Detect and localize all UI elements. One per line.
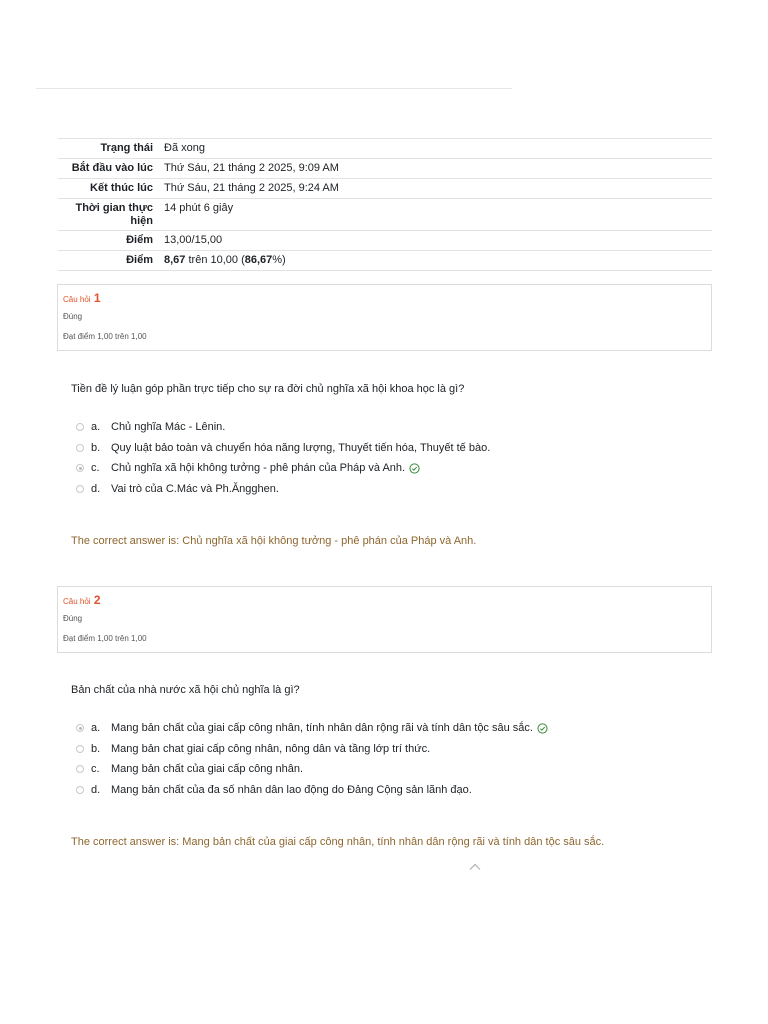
summary-value: Thứ Sáu, 21 tháng 2 2025, 9:09 AM xyxy=(164,162,339,174)
question-1-text: Tiền đề lý luận góp phần trực tiếp cho sự ra đời chủ nghĩa xã hội khoa học là gì? xyxy=(71,383,465,395)
answer-letter: b. xyxy=(91,742,101,755)
radio-button xyxy=(76,745,84,753)
summary-label: Bắt đầu vào lúc xyxy=(71,162,153,174)
question-2-feedback: The correct answer is: Mang bản chất của giai cấp công nhân, tính nhân dân rộng rãi và tính dân tộc sâu sắc. xyxy=(71,836,605,848)
answer-text: Mang bản chất của đa số nhân dân lao động do Đảng Cộng sản lãnh đạo. xyxy=(111,783,472,796)
answer-letter: a. xyxy=(91,421,101,434)
top-divider xyxy=(36,88,512,89)
summary-label: Trạng thái xyxy=(100,142,153,154)
radio-button-checked xyxy=(76,464,84,472)
answer-text: Mang bản chất của giai cấp công nhân. xyxy=(111,763,304,776)
summary-value: 14 phút 6 giây xyxy=(164,202,234,214)
summary-value xyxy=(164,251,712,270)
answer-letter: b. xyxy=(91,441,101,454)
grade-score: 8,67 xyxy=(164,254,186,266)
summary-row-duration xyxy=(58,198,712,230)
radio-button xyxy=(76,423,84,431)
grade-suffix: %) xyxy=(272,254,286,266)
summary-label: Điểm xyxy=(126,234,153,246)
answer-letter: d. xyxy=(91,783,101,796)
answer-option xyxy=(76,417,490,438)
chevron-up-icon[interactable] xyxy=(469,863,481,871)
summary-value: Thứ Sáu, 21 tháng 2 2025, 9:24 AM xyxy=(164,182,339,194)
answer-option xyxy=(76,759,548,780)
answer-option-selected xyxy=(76,458,490,479)
answer-option xyxy=(76,479,490,500)
answer-text: Chủ nghĩa xã hội không tưởng - phê phán của Pháp và Anh. xyxy=(111,462,406,475)
question-prefix: Câu hỏi xyxy=(63,295,91,304)
question-number-value: 2 xyxy=(93,593,101,607)
answer-letter: c. xyxy=(91,462,100,475)
summary-row-grade xyxy=(58,250,712,271)
question-grade: Đạt điểm 1,00 trên 1,00 xyxy=(63,634,147,643)
answer-option xyxy=(76,438,490,459)
question-2-info xyxy=(57,586,712,653)
radio-button xyxy=(76,485,84,493)
summary-value: Đã xong xyxy=(164,142,205,154)
question-1-answers xyxy=(76,417,490,499)
summary-label: Điểm xyxy=(126,254,153,266)
summary-row-status xyxy=(58,138,712,158)
answer-text: Quy luật bảo toàn và chuyển hóa năng lượng, Thuyết tiến hóa, Thuyết tế bào. xyxy=(111,441,491,454)
summary-row-started xyxy=(58,158,712,178)
answer-text: Chủ nghĩa Mác - Lênin. xyxy=(111,421,226,434)
answer-letter: c. xyxy=(91,763,100,776)
question-1-feedback: The correct answer is: Chủ nghĩa xã hội không tưởng - phê phán của Pháp và Anh. xyxy=(71,535,477,547)
check-circle-icon xyxy=(537,723,548,734)
question-number xyxy=(63,291,101,305)
summary-row-marks xyxy=(58,230,712,250)
summary-row-completed xyxy=(58,178,712,198)
check-circle-icon xyxy=(409,463,420,474)
answer-text: Mang bản chất của giai cấp công nhân, tính nhân dân rộng rãi và tính dân tộc sâu sắc. xyxy=(111,722,533,735)
quiz-summary-table xyxy=(58,138,712,271)
radio-button xyxy=(76,765,84,773)
answer-letter: a. xyxy=(91,722,101,735)
grade-percent: 86,67 xyxy=(244,254,273,266)
question-1-info xyxy=(57,284,712,351)
question-number xyxy=(63,593,101,607)
summary-label: Thời gian thực hiện xyxy=(75,202,153,227)
answer-text: Vai trò của C.Mác và Ph.Ăngghen. xyxy=(111,482,279,495)
answer-option-selected xyxy=(76,718,548,739)
answer-letter: d. xyxy=(91,482,101,495)
summary-value: 13,00/15,00 xyxy=(164,234,223,246)
question-state: Đúng xyxy=(63,312,83,321)
answer-option xyxy=(76,739,548,760)
radio-button-checked xyxy=(76,724,84,732)
question-prefix: Câu hỏi xyxy=(63,597,91,606)
grade-out-of: trên 10,00 ( xyxy=(185,254,245,266)
summary-label: Kết thúc lúc xyxy=(90,182,153,194)
question-number-value: 1 xyxy=(93,291,101,305)
answer-option xyxy=(76,780,548,801)
answer-text: Mang bản chat giai cấp công nhân, nông dân và tầng lớp trí thức. xyxy=(111,742,431,755)
question-grade: Đạt điểm 1,00 trên 1,00 xyxy=(63,332,147,341)
radio-button xyxy=(76,444,84,452)
radio-button xyxy=(76,786,84,794)
question-2-text: Bản chất của nhà nước xã hội chủ nghĩa là gì? xyxy=(71,684,300,696)
question-2-answers xyxy=(76,718,548,800)
question-state: Đúng xyxy=(63,614,83,623)
